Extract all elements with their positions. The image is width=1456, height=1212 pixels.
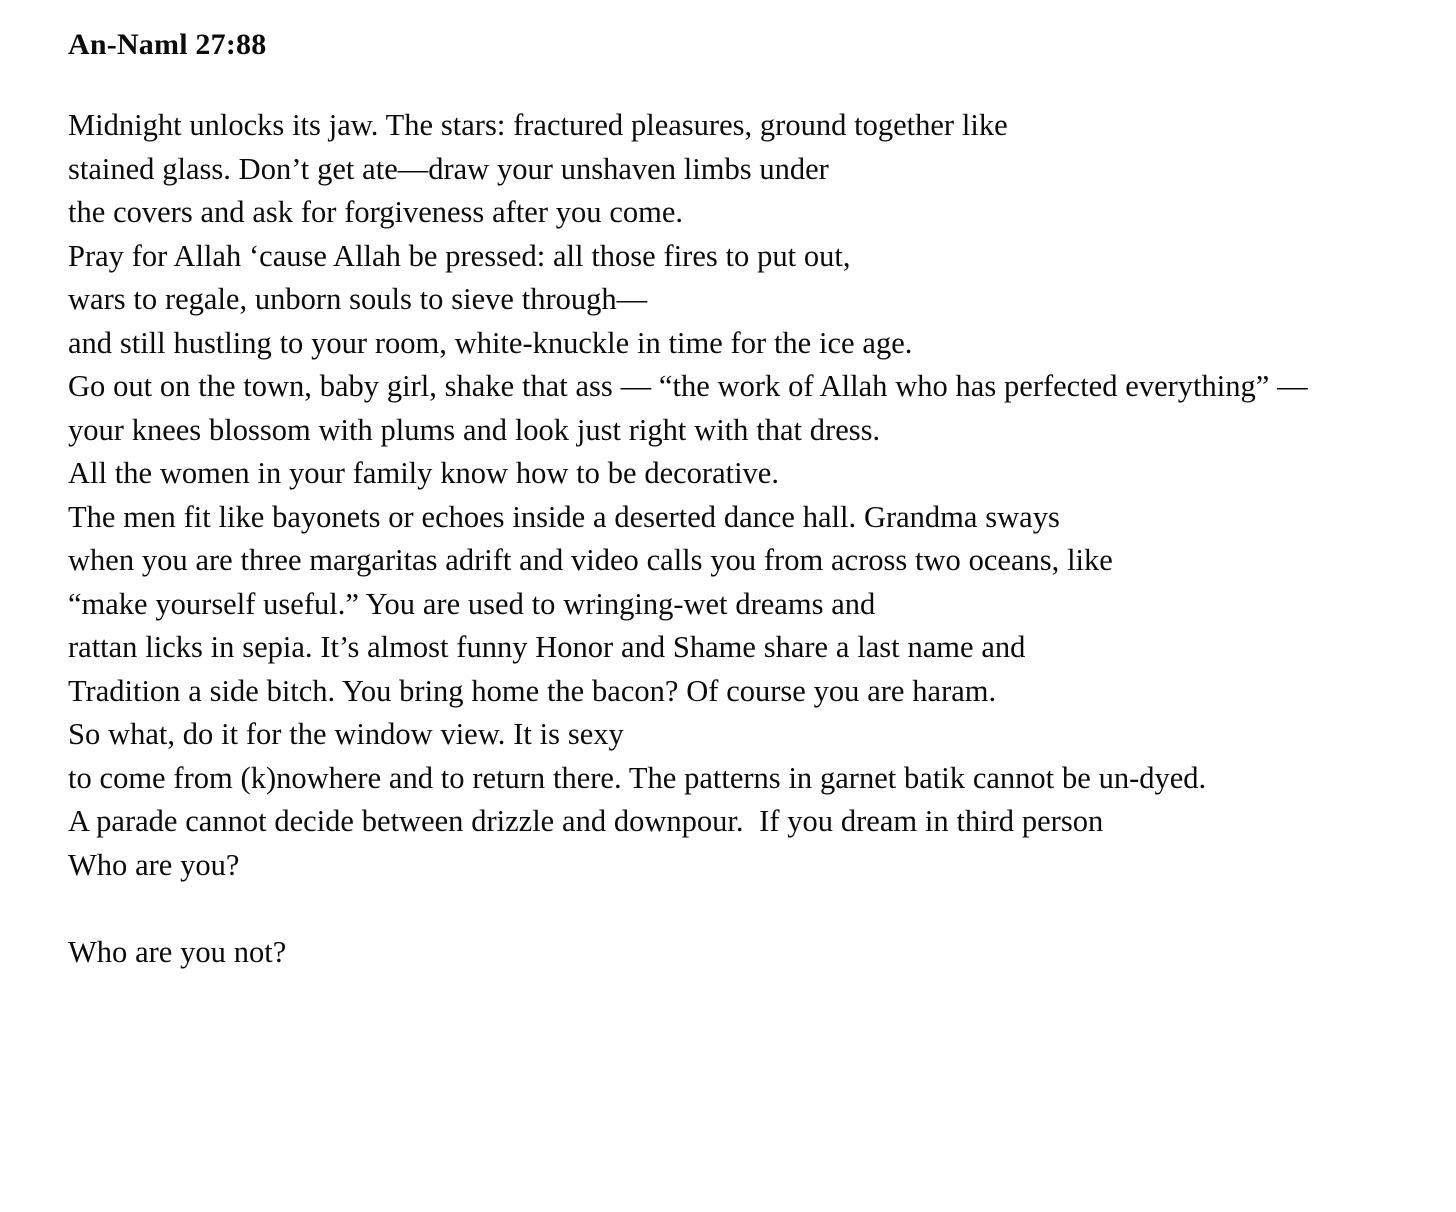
poem-line: Tradition a side bitch. You bring home the bacon? Of course you are haram. — [68, 673, 997, 708]
poem-line: The men fit like bayonets or echoes inside a deserted dance hall. Grandma sways — [68, 499, 1060, 534]
poem-line: and still hustling to your room, white-knuckle in time for the ice age. — [68, 325, 913, 360]
poem-line: Pray for Allah ‘cause Allah be pressed: all those fires to put out, — [68, 238, 851, 273]
poem-line: to come from (k)nowhere and to return there. The patterns in garnet batik cannot be un-dyed. — [68, 760, 1207, 795]
poem-line: the covers and ask for forgiveness after you come. — [68, 195, 684, 229]
poem-blank-line — [68, 887, 1413, 931]
poem-line: “make yourself useful.” You are used to wringing-wet dreams and — [68, 586, 876, 621]
poem-line: Who are you? — [68, 847, 240, 882]
poem-line: Who are you not? — [68, 934, 287, 969]
poem-line: your knees blossom with plums and look just right with that dress. — [68, 412, 881, 447]
poem-line: rattan licks in sepia. It’s almost funny Honor and Shame share a last name and — [68, 630, 1026, 664]
poem-body — [68, 104, 1413, 974]
poem-line: when you are three margaritas adrift and video calls you from across two oceans, like — [68, 543, 1113, 577]
poem-line: stained glass. Don’t get ate—draw your unshaven limbs under — [68, 151, 829, 186]
poem-line: Go out on the town, baby girl, shake that ass — “the work of Allah who has perfected everything” — — [68, 369, 1308, 403]
page-title: An-Naml 27:88 — [68, 28, 267, 61]
poem-line: All the women in your family know how to be decorative. — [68, 456, 779, 490]
poem-line: wars to regale, unborn souls to sieve through— — [68, 282, 648, 316]
poem-line: Midnight unlocks its jaw. The stars: fractured pleasures, ground together like — [68, 108, 1008, 142]
poem-line: A parade cannot decide between drizzle and downpour. If you dream in third person — [68, 804, 1104, 838]
poem-line: So what, do it for the window view. It is sexy — [68, 717, 624, 751]
